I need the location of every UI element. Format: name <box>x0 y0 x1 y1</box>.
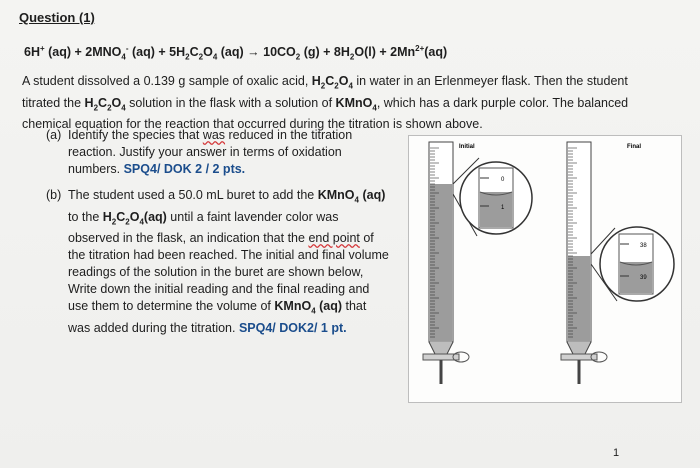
initial-label: Initial <box>459 144 475 150</box>
final-label: Final <box>627 144 642 150</box>
intro-paragraph: A student dissolved a 0.139 g sample of oxalic acid, $H_2C_2O_4$ in water in an Erlenmeyer flask. Then the student titrated the $H_2C_2O_4$ solution in the flask with a solution of KMnO$_4$, which has a dark purple color. The balanced chemical equation for the reaction that occurred during the titration is shown above. <box>22 74 629 131</box>
part-b-text: The student used a 50.0 mL buret to add the KMnO$_4$ (aq) to the $H_2C_2O_4(aq)$ until a faint lavender color was observed in the flask, an indication that the end point of the titration had been reached. The initial and final volume readings of the solution in the buret are shown below, Write down the initial reading and the final reading and use them to determine the volume of KMnO$_4$ (aq) that was added during the titration. SPQ4/ DOK2/ 1 pt. <box>68 188 389 335</box>
page-number: 1 <box>613 447 620 459</box>
question-title: Question (1) <box>19 10 95 25</box>
part-b-points: SPQ4/ DOK2/ 1 pt. <box>238 320 347 335</box>
final-zoom-tick-1: 39 <box>640 275 647 281</box>
initial-zoom-tick-1: 1 <box>501 205 505 211</box>
part-a-text: Identify the species that was reduced in the titration reaction. Justify your answer in terms of oxidation numbers. SPQ4/ DOK 2 / 2 pts. <box>68 128 353 176</box>
part-a <box>46 127 396 178</box>
part-a-label: (a) <box>46 128 62 142</box>
part-a-points: SPQ4/ DOK 2 / 2 pts. <box>123 162 246 176</box>
balanced-equation: 6H+ $(aq) + 2MNO_4^-$ $(aq) + 5H_2C_2O_4$ $(aq) \to 10CO_2$ $(g) + 8H_2O(l) + 2Mn^{2+}(aq)$ <box>24 44 448 62</box>
final-zoom-circle <box>591 144 674 301</box>
buret-diagram <box>409 136 681 402</box>
part-b <box>46 187 396 337</box>
buret-figure <box>408 135 682 403</box>
initial-buret <box>423 142 469 384</box>
part-b-label: (b) <box>46 188 62 202</box>
initial-zoom-tick-0: 0 <box>501 177 505 183</box>
reaction-arrow: → <box>247 45 260 60</box>
initial-zoom-circle <box>453 144 532 236</box>
final-zoom-tick-0: 38 <box>640 243 647 249</box>
